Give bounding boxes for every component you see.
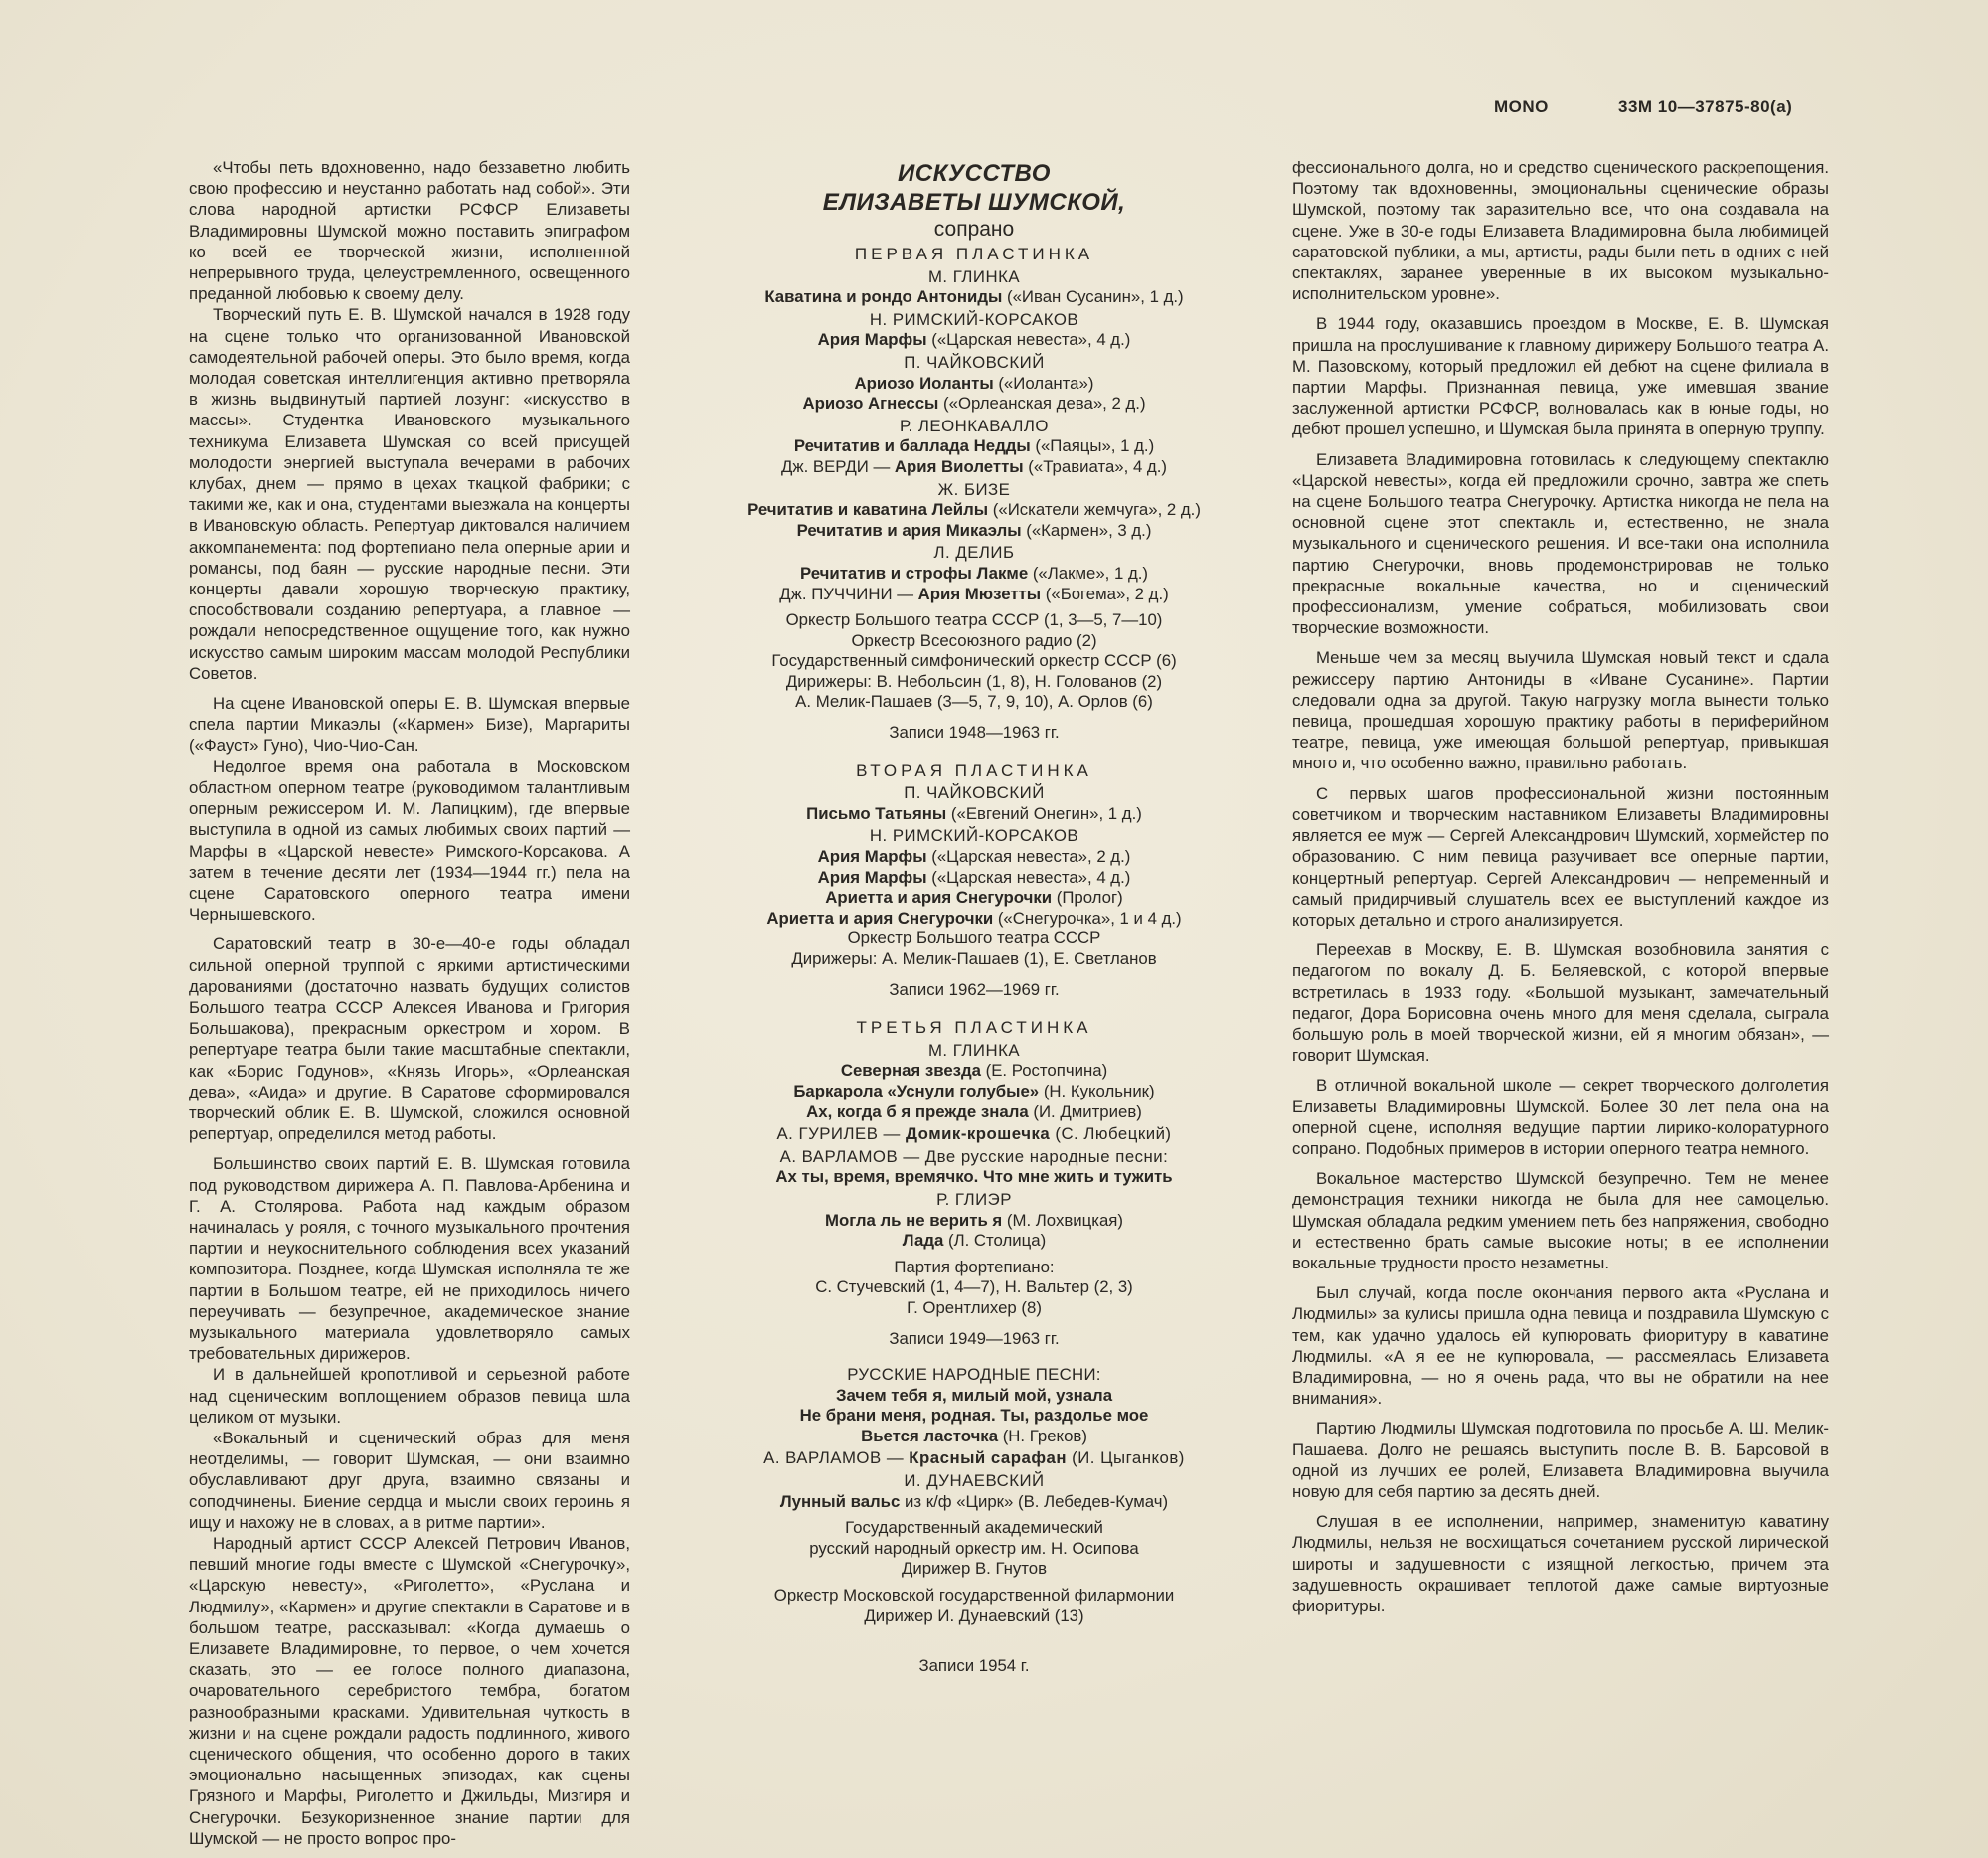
paragraph: Вокальное мастерство Шумской безупречно. Тем не менее демонстрация техники никогда не была для нее самоцелью. Шумская обладала редким умением петь без напряжения, свободно и естественно брать самые высокие ноты; в ее исполнении вокальные трудности просто незаметны. bbox=[1292, 1169, 1829, 1272]
disc-1-heading: ПЕРВАЯ ПЛАСТИНКА bbox=[854, 245, 1094, 263]
composer: М. ГЛИНКА bbox=[927, 1040, 1021, 1060]
paragraph: «Вокальный и сценический образ для меня неотделимы, — говорит Шумская, — они взаимно обуславливают друг друга, взаимно связаны и соподчинены. Биение сердца и мысли своих героинь я ищу и нахожу не в словах, а в ритме партии». bbox=[189, 1428, 630, 1532]
right-text-column bbox=[1292, 157, 1829, 1616]
track: А. ВАРЛАМОВ — Красный сарафан (И. Цыганков) bbox=[763, 1448, 1185, 1468]
recording-years: Записи 1949—1963 гг. bbox=[889, 1328, 1060, 1348]
pianists: С. Стучевский (1, 4—7), Н. Вальтер (2, 3) bbox=[815, 1277, 1133, 1297]
paragraph: На сцене Ивановской оперы Е. В. Шумская впервые спела партии Микаэлы («Кармен» Бизе), Маргариты («Фауст» Гуно), Чио-Чио-Сан. bbox=[189, 694, 630, 756]
paragraph: Переехав в Москву, Е. В. Шумская возобновила занятия с педагогом по вокалу Д. Б. Беляевской, с которой впервые встретилась в 1933 году. «Большой музыкант, замечательный педагог, Дора Борисовна очень много для меня сделала, сыграла большую роль в моей творческой жизни, ей я многим обязан», — говорит Шумская. bbox=[1292, 940, 1829, 1066]
track: Каватина и рондо Антониды («Иван Сусанин», 1 д.) bbox=[764, 287, 1184, 307]
catalog-number: 33М 10—37875-80(а) bbox=[1618, 97, 1793, 116]
paragraph: «Чтобы петь вдохновенно, надо беззаветно любить свою профессию и неустанно работать над собой». Эти слова народной артистки РСФСР Елизаветы Владимировны Шумской можно поставить эпиграфом ко всей ее творческой жизни, исполненной непрерывного труда, целеустремленного, освещенного преданной любовью к своему делу. bbox=[189, 158, 630, 304]
performers: Оркестр Большого театра СССР bbox=[847, 929, 1101, 948]
paragraph: В 1944 году, оказавшись проездом в Москве, Е. В. Шумская пришла на прослушивание к главному дирижеру Большого театра А. М. Пазовскому, который предложил ей дебют на сцене филиала в партии Марфы. Признанная певица, уже имевшая звание заслуженной артистки РСФСР, волновалась как в юные годы, но дебют прошел успешно, и Шумская была принята в оперную труппу. bbox=[1292, 314, 1829, 439]
paragraph: И в дальнейшей кропотливой и серьезной работе над сценическим воплощением образов певица шла целиком от музыки. bbox=[189, 1365, 630, 1427]
composer: Н. РИМСКИЙ-КОРСАКОВ bbox=[869, 826, 1079, 846]
track: Ария Марфы («Царская невеста», 4 д.) bbox=[817, 330, 1131, 350]
track: Зачем тебя я, милый мой, узнала bbox=[835, 1385, 1113, 1405]
paragraph: Слушая в ее исполнении, например, знаменитую каватину Людмилы, нельзя не восхищаться сочетанием русской лирической широты и задушевности с изящной легкостью, причем эта задушевность окрашивает теплотой даже самые виртуозные фиоритуры. bbox=[1292, 1512, 1829, 1615]
conductors: А. Мелик-Пашаев (3—5, 7, 9, 10), А. Орлов (6) bbox=[795, 692, 1153, 712]
composer: П. ЧАЙКОВСКИЙ bbox=[904, 783, 1045, 803]
conductors: Дирижер И. Дунаевский (13) bbox=[864, 1605, 1084, 1625]
track: Дж. ВЕРДИ — Ария Виолетты («Травиата», 4 д.) bbox=[781, 456, 1167, 476]
performers: Оркестр Московской государственной филармонии bbox=[773, 1586, 1175, 1605]
composer: Р. ГЛИЭР bbox=[936, 1189, 1012, 1209]
paragraph: Саратовский театр в 30-е—40-е годы обладал сильной оперной труппой с яркими артистическими дарованиями (достаточно назвать будущих солистов Большого театра СССР Алексея Иванова и Григория Большакова), прекрасным оркестром и хором. В репертуаре театра были такие масштабные спектакли, как «Борис Годунов», «Князь Игорь», «Орлеанская дева», «Аида» и другие. В Саратове сформировался творческий облик Е. В. Шумской, сложился основной репертуар, определился метод работы. bbox=[189, 934, 630, 1144]
track: Ариозо Иоланты («Иоланта») bbox=[854, 373, 1094, 393]
track: Лунный вальс из к/ф «Цирк» (В. Лебедев-Кумач) bbox=[779, 1491, 1169, 1511]
track: Ария Марфы («Царская невеста», 4 д.) bbox=[817, 867, 1131, 887]
paragraph: Елизавета Владимировна готовилась к следующему спектаклю «Царской невесты», когда ей предложили срочно, завтра же спеть на сцене Большого театра Снегурочку. Артистка никогда не пела на основной сцене этот спектакль и, естественно, не знала музыкального и сценического решения. И все-таки она исполнила партию Снегурочки, вновь продемонстрировав не только прекрасные вокальные качества, но и сценический профессионализм, умение собраться, мобилизовать свои творческие возможности. bbox=[1292, 449, 1829, 638]
track: Могла ль не верить я (М. Лохвицкая) bbox=[825, 1210, 1123, 1230]
performers: русский народный оркестр им. Н. Осипова bbox=[809, 1538, 1139, 1558]
track: Северная звезда (Е. Ростопчина) bbox=[840, 1061, 1108, 1081]
track-listing bbox=[696, 159, 1252, 1677]
performers: Государственный академический bbox=[845, 1518, 1103, 1538]
disc-3-heading: ТРЕТЬЯ ПЛАСТИНКА bbox=[856, 1018, 1092, 1038]
track: Дж. ПУЧЧИНИ — Ария Мюзетты («Богема», 2 д.) bbox=[779, 584, 1169, 603]
paragraph: фессионального долга, но и средство сценического раскрепощения. Поэтому так вдохновенны, эмоциональны сценические образы Шумской, поэтому так заразительно все, что она создавала на сцене. Уже в 30-е годы Елизавета Владимировна была любимицей саратовской публики, а мы, артисты, рады были петь в одних с ней спектаклях, заранее уверенные в их высоком музыкально-исполнительском уровне». bbox=[1292, 158, 1829, 304]
recording-years: Записи 1962—1969 гг. bbox=[889, 979, 1060, 999]
track: Ах ты, время, времячко. Что мне жить и тужить bbox=[775, 1167, 1173, 1187]
mono-label: MONO bbox=[1494, 97, 1549, 116]
track: Ариетта и ария Снегурочки («Снегурочка», 1 и 4 д.) bbox=[766, 908, 1182, 928]
conductors: Дирижер В. Гнутов bbox=[901, 1559, 1048, 1579]
track: Речитатив и каватина Лейлы («Искатели жемчуга», 2 д.) bbox=[747, 500, 1201, 520]
performers: Государственный симфонический оркестр СССР (6) bbox=[771, 651, 1177, 671]
track: Письмо Татьяны («Евгений Онегин», 1 д.) bbox=[806, 803, 1142, 823]
recording-years: Записи 1954 г. bbox=[918, 1656, 1030, 1676]
piano-credit-label: Партия фортепиано: bbox=[894, 1257, 1055, 1276]
track: Баркарола «Уснули голубые» (Н. Кукольник) bbox=[793, 1081, 1155, 1100]
paragraph: Партию Людмилы Шумская подготовила по просьбе А. Ш. Мелик-Пашаева. Долго не решаясь выступить после В. В. Барсовой в одной из лучших ее ролей, Елизавета Владимировна выучила новую для себя партию за десять дней. bbox=[1292, 1419, 1829, 1501]
composer: Н. РИМСКИЙ-КОРСАКОВ bbox=[869, 309, 1079, 329]
pianists: Г. Орентлихер (8) bbox=[907, 1297, 1042, 1317]
voice-type: сопрано bbox=[933, 218, 1015, 241]
paragraph: Недолгое время она работала в Московском областном оперном театре (руководимом талантливым оперным режиссером И. М. Лапицким), где впервые выступила в одной из самых любимых своих партий — Марфы в «Царской невесте» Римского-Корсакова. А затем в течение десяти лет (1934—1944 гг.) пела на сцене Саратовского оперного театра имени Чернышевского. bbox=[189, 757, 630, 925]
track: Ария Марфы («Царская невеста», 2 д.) bbox=[817, 847, 1131, 867]
track: Речитатив и баллада Недды («Паяцы», 1 д.) bbox=[793, 436, 1155, 456]
composer: Л. ДЕЛИБ bbox=[933, 543, 1015, 563]
left-text-column bbox=[189, 157, 630, 1849]
disc-2-heading: ВТОРАЯ ПЛАСТИНКА bbox=[856, 760, 1092, 780]
performers: Оркестр Большого театра СССР (1, 3—5, 7—10) bbox=[785, 610, 1163, 630]
album-title-line-1: ИСКУССТВО bbox=[898, 160, 1051, 187]
folk-songs-heading: РУССКИЕ НАРОДНЫЕ ПЕСНИ: bbox=[847, 1365, 1101, 1385]
conductors: Дирижеры: В. Небольсин (1, 8), Н. Голованов (2) bbox=[785, 671, 1163, 691]
recording-years: Записи 1948—1963 гг. bbox=[889, 723, 1060, 743]
paragraph: В отличной вокальной школе — секрет творческого долголетия Елизаветы Владимировны Шумской. Более 30 лет пела она на оперной сцене, исполняя ведущие партии лирико-колоратурного сопрано. Подобных примеров в истории оперного театра немного. bbox=[1292, 1076, 1829, 1158]
paragraph: Был случай, когда после окончания первого акта «Руслана и Людмилы» за кулисы пришла одна певица и поздравила Шумскую с тем, как удачно удалось ей купюровать фиоритуру в каватине Людмилы. «А я ее не купюровала, — рассмеялась Елизавета Владимировна, — но я очень рада, что вы не обратили на нее внимания». bbox=[1292, 1283, 1829, 1409]
paragraph: Большинство своих партий Е. В. Шумская готовила под руководством дирижера А. П. Павлова-Арбенина и Г. А. Столярова. Работа над каждым образом начиналась у рояля, с точного музыкального прочтения партии и неукоснительного соблюдения всех указаний композитора. Позднее, когда Шумская исполняла те же партии в Большом театре, ей не приходилось ничего переучивать — безупречное, академическое знание музыкального материала удовлетворяло самых требовательных дирижеров. bbox=[189, 1154, 630, 1364]
conductors: Дирижеры: А. Мелик-Пашаев (1), Е. Светланов bbox=[791, 949, 1157, 968]
track: Ариозо Агнессы («Орлеанская дева», 2 д.) bbox=[802, 394, 1146, 414]
track: Не брани меня, родная. Ты, раздолье мое bbox=[799, 1406, 1149, 1426]
track: Вьется ласточка (Н. Греков) bbox=[861, 1426, 1087, 1445]
composer: Р. ЛЕОНКАВАЛЛО bbox=[900, 416, 1049, 435]
track: Ах, когда б я прежде знала (И. Дмитриев) bbox=[806, 1101, 1142, 1121]
composer: М. ГЛИНКА bbox=[927, 266, 1021, 286]
performers: Оркестр Всесоюзного радио (2) bbox=[851, 630, 1097, 650]
track: Речитатив и строфы Лакме («Лакме», 1 д.) bbox=[799, 563, 1149, 583]
track: Лада (Л. Столица) bbox=[902, 1231, 1047, 1251]
paragraph: Творческий путь Е. В. Шумской начался в 1928 году на сцене только что организованной Ивановской самодеятельной рабочей оперы. Это было время, когда молодая советская интеллигенция активно претворяла в жизнь выдвинутый партией лозунг: «искусство в массы». Студентка Ивановского музыкального техникума Елизавета Шумская со всей присущей молодости энергией выступала вечерами в рабочих клубах, днем — прямо в цехах ткацкой фабрики; с такими же, как и она, студентами выезжала на концерты в Ивановскую область. Репертуар диктовался наличием аккомпанемента: под фортепиано пела оперные арии и романсы, под баян — русские народные песни. Эти концерты давали хорошую творческую практику, способствовали созданию репертуара, а главное — рождали непосредственное ощущение того, как нужно искусство самым широким массам молодой Республики Советов. bbox=[189, 305, 630, 683]
album-title-line-2: ЕЛИЗАВЕТЫ ШУМСКОЙ, bbox=[822, 189, 1126, 216]
track: А. ГУРИЛЕВ — Домик-крошечка (С. Любецкий) bbox=[776, 1124, 1172, 1144]
track: Ариетта и ария Снегурочки (Пролог) bbox=[825, 888, 1123, 908]
composer: Ж. БИЗЕ bbox=[937, 479, 1011, 499]
composer: А. ВАРЛАМОВ — Две русские народные песни: bbox=[779, 1146, 1169, 1166]
paragraph: Меньше чем за месяц выучила Шумская новый текст и сдала режиссеру партию Антониды в «Иване Сусанине». Партии следовали одна за другой. Такую нагрузку могла вынести только певица, прошедшая хорошую практику работы в периферийном театре, певица, уже имеющая большой репертуар, привыкшая много и, что особенно важно, правильно работать. bbox=[1292, 648, 1829, 773]
composer: И. ДУНАЕВСКИЙ bbox=[904, 1471, 1045, 1491]
track: Речитатив и ария Микаэлы («Кармен», 3 д.) bbox=[796, 520, 1152, 540]
paragraph: С первых шагов профессиональной жизни постоянным советчиком и творческим наставником Елизаветы Владимировны является ее муж — Сергей Александрович Шумский, хормейстер по образованию. С ним певица разучивает все оперные партии, концертный репертуар. Сергей Александрович — непременный и самый придирчивый слушатель всех ее выступлений каждое из которых детально и строго анализируется. bbox=[1292, 783, 1829, 929]
composer: П. ЧАЙКОВСКИЙ bbox=[904, 352, 1045, 372]
paragraph: Народный артист СССР Алексей Петрович Иванов, певший многие годы вместе с Шумской «Снегурочку», «Царскую невесту», «Риголетто», «Руслана и Людмилу», «Кармен» и другие спектакли в Саратове и в большом театре, рассказывал: «Когда думаешь о Елизавете Владимировне, то первое, о чем хочется сказать, это — ее голосе полного диапазона, очаровательного серебристого тембра, богатом разнообразными красками. Удивительная чуткость в жизни и на сцене рождали радость подлинного, живого сценического общения, что особенно дорого в таких эмоционально насыщенных эпизодах, как сцены Грязного и Марфы, Риголетто и Джильды, Мизгиря и Снегурочки. Безукоризненное знание партии для Шумской — не просто вопрос про- bbox=[189, 1534, 630, 1848]
